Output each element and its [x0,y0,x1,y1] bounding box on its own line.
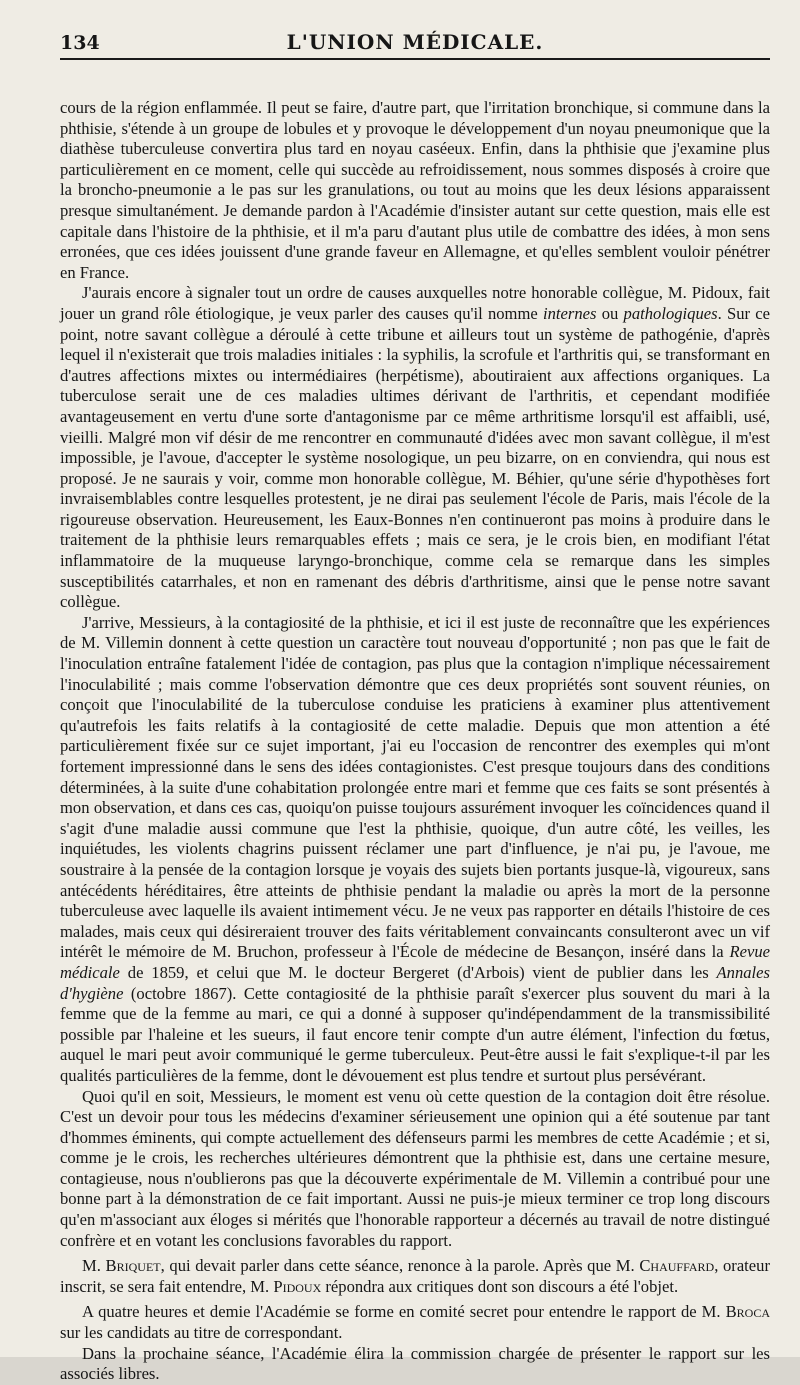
speaker-name: M. Briquet [82,1256,161,1276]
text-run: cours de la région enflammée. Il peut se faire, d'autre part, que l'irritation bronchique, si commune dans la phthisie, s'étende à un groupe de lobules et y provoque le développement d'un noyau pneumonique que la diathèse tuberculeuse convertira plus tard en noyau caséeux. Enfin, dans la phthisie que j'examine plus particulièrement en ce moment, celle qui succède au refroidissement, nous sommes disposés à croire que la broncho-pneumonie a le pas sur les granulations, ou tout au moins que les deux lésions apparaissent presque simultanément. Je demande pardon à l'Académie d'insister autant sur cette question, mais elle est capitale dans l'histoire de la phthisie, et il m'a paru d'autant plus utile de combattre des idées, à mon sens erronées, que ces idées jouissent d'une grande faveur en Allemagne, et qu'elles semblent vouloir pénétrer en France. [60,98,770,282]
paragraph [60,98,770,283]
speaker-name: Pidoux [273,1276,322,1296]
italic-text: Revue médicale [60,942,770,982]
paragraph [60,1302,770,1343]
text-run: Quoi qu'il en soit, Messieurs, le moment est venu où cette question de la contagion doit être résolue. C'est un devoir pour tous les médecins d'examiner sérieusement une opinion qui a été soutenue par tant d'hommes éminents, qui compte actuellement des défenseurs parmi les membres de cette Académie ; et si, comme je le crois, les recherches ultérieures démontrent que la phthisie est, dans une certaine mesure, contagieuse, nous n'oublierons pas que la découverte expérimentale de M. Villemin a contribué pour une bonne part à la démonstration de ce fait important. Aussi ne puis-je mieux terminer ce trop long discours qu'en m'associant aux éloges si mérités que l'honorable rapporteur a décernés au travail de notre distingué confrère et en votant les conclusions favorables du rapport. [60,1086,770,1250]
text-run: A quatre heures et demie l'Académie se forme en comité secret pour entendre le rapport de M. [82,1302,726,1322]
text-run: , qui devait parler dans cette séance, renonce à la parole. Après que M. [160,1256,640,1276]
paragraph [60,1087,770,1252]
text-run: répondra aux critiques dont son discours a été l'objet. [321,1276,679,1296]
text-run: ou [596,303,624,323]
paragraph [60,283,770,613]
article-body [60,98,770,1385]
running-title: L'UNION MÉDICALE. [286,30,544,54]
paragraph [60,1256,770,1297]
text-run: de 1859, et celui que M. le docteur Bergeret (d'Arbois) vient de publier dans les [119,962,717,982]
page-number: 134 [60,32,100,54]
paragraph [60,1344,770,1385]
text-run: J'arrive, Messieurs, à la contagiosité de la phthisie, et ici il est juste de reconnaître que les expériences de M. Villemin donnent à cette question un caractère tout nouveau d'opportunité ; non pas que le fait de l'inoculation entraîne fatalement l'idée de contagion, pas plus que la contagion n'implique nécessairement l'inoculabilité ; mais comme l'observation démontre que ces deux propriétés sont souvent réunies, on conçoit que l'inoculabilité de la tuberculose conduise les praticiens à examiner plus attentivement qu'autrefois les faits relatifs à la contagiosité de cette maladie. Depuis que mon attention a été particulièrement fixée sur ce sujet important, j'ai eu l'occasion de rencontrer des exemples qui m'ont fortement impressionné dans le sens des idées contagionistes. C'est presque toujours dans des conditions déterminées, à la suite d'une cohabitation prolongée entre mari et femme que ces faits se sont présentés à mon observation, et dans ces cas, quoiqu'on puisse toujours assurément invoquer les coïncidences quand il s'agit d'une maladie aussi commune que l'est la phthisie, quoique, d'un autre côté, les veilles, les inquiétudes, les violents chagrins puissent réclamer une part d'influence, je n'ai pu, je l'avoue, me soustraire à la pensée de la contagion lorsque je voyais des sujets bien portants jusque-là, vigoureux, sans antécédents héréditaires, être atteints de phthisie pendant la maladie ou après la mort de la personne tuberculeuse avec laquelle ils avaient intimement vécu. Je ne veux pas rapporter en détails l'histoire de ces malades, mais ceux qui désireraient trouver des faits véritablement convaincants consulteront avec un vif intérêt le mémoire de M. Bruchon, professeur à l'École de médecine de Besançon, inséré dans la [60,612,770,962]
text-run: , orateur inscrit, se sera fait entendre, M. [60,1256,770,1296]
italic-text: Annales d'hygiène [60,962,770,1003]
speaker-name: Broca [725,1302,770,1322]
text-run: Dans la prochaine séance, l'Académie élira la commission chargée de présenter le rapport sur les associés libres. [60,1343,770,1384]
paragraph [60,613,770,1087]
text-run: (octobre 1867). Cette contagiosité de la phthisie paraît s'exercer plus souvent du mari à la femme que de la femme au mari, ce qui a donné à supposer qu'indépendamment de la transmissibilité possible par l'haleine et les sueurs, il faut encore tenir compte d'un autre élément, l'infection du fœtus, auquel le mari peut avoir communiqué le germe tuberculeux. Peut-être aussi le fait s'explique-t-il par les qualités particulières de la femme, dont le dévouement est plus tendre et surtout plus persévérant. [60,983,770,1085]
text-run: J'aurais encore à signaler tout un ordre de causes auxquelles notre honorable collègue, M. Pidoux, fait jouer un grand rôle étiologique, je veux parler des causes qu'il nomme [60,283,770,323]
italic-text: internes [542,303,597,323]
italic-text: pathologiques [623,303,718,323]
text-run: sur les candidats au titre de correspondant. [60,1323,343,1343]
page-header [60,30,770,60]
text-run: . Sur ce point, notre savant collègue a déroulé à cette tribune et ailleurs tout un système de pathogénie, d'après lequel il n'existerait que trois maladies initiales : la syphilis, la scrofule et l'arthritis qui, se transformant en d'autres affections mixtes ou intermédiaires (herpétisme), aboutiraient aux affections organiques. La tuberculose serait une de ces maladies ultimes dérivant de l'arthritis, et cependant modifiée avantageusement en vertu d'une sorte d'antagonisme par ce même arthritisme lorsqu'il est affaibli, usé, vieilli. Malgré mon vif désir de me rencontrer en communauté d'idées avec mon savant collègue, il m'est impossible, je l'avoue, d'accepter le système nosologique, un peu bizarre, on en conviendra, qui nous est proposé. Je ne saurais y voir, comme mon honorable collègue, M. Béhier, qu'une série d'hypothèses fort invraisemblables contre lesquelles protestent, je ne dirai pas seulement l'école de Paris, mais l'école de la rigoureuse observation. Heureusement, les Eaux-Bonnes n'en continueront pas moins à produire dans le traitement de la phthisie leurs remarquables effets ; mais ce sera, je le crois bien, en modifiant l'état inflammatoire de la muqueuse laryngo-bronchique, comme cela se remarque dans les simples susceptibilités catarrhales, et non en ramenant des débris d'arthritisme, ainsi que le pense notre savant collègue. [60,303,771,612]
speaker-name: Chauffard [639,1256,715,1276]
